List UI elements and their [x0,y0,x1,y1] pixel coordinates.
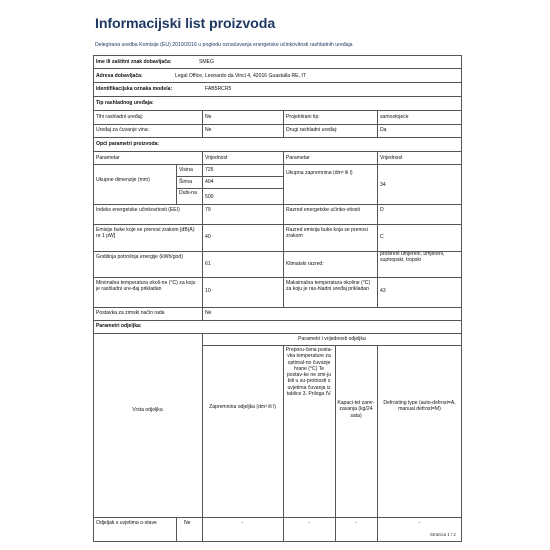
supplier-name-value: SMEG [199,59,215,65]
compartment-params-heading: Parametri odjeljka: [96,323,142,329]
width-label: Širina [179,179,193,185]
compartment-volume-header: Zapremnina odjeljka (dm³ ili l) [209,404,276,410]
compartment-row-volume: - [241,520,244,526]
total-volume-value: 34 [380,182,386,188]
compartment-group-header: Parametri i vrijednosti odjeljka [298,336,366,342]
annual-energy-label: Godišnja potrošnja energije (kWh/god) [96,254,183,260]
min-temp-label: Minimalna temperatura okoli-ne (°C) za koju je rashladni ure-đaj prikladan [96,280,196,293]
compartment-row-present: Ne [184,520,191,526]
noise-class-value: C [380,234,384,240]
max-temp-value: 43 [380,288,386,294]
general-params-heading: Opći parametri proizvoda: [96,141,160,147]
defrost-type-header: Defrosting type (auto-defrost=A, manual defrost=M) [383,400,456,413]
total-volume-label: Ukupna zapremnina (dm³ ili l) [286,170,353,176]
energy-class-label: Razred energetske učinko-vitosti [286,207,360,213]
depth-label: Dubi-na [179,190,197,196]
design-type-value: samostojeće [380,114,409,120]
silent-appliance-label: Tihi rashladni uređaj: [96,114,144,120]
regulation-subtitle: Delegirana uredba Komisije (EU) 2019/2016 u pogledu označavanja energetske učinkovitosti rashladnih uređaja [95,42,353,48]
col-parameter-header: Parametar [96,155,120,161]
noise-class-label: Razred emisija buke koja se prenosi zrakom [286,227,368,240]
compartment-type-header: Vrsta odjeljka [132,407,163,413]
wine-storage-label: Uređaj za čuvanje vina: [96,127,149,133]
col-parameter-header-2: Parametar [286,155,310,161]
recommended-temp-header: Preporu-čena posta-vka temperature za optimal-no čuvanje hrane (°C) Te postav-ke ne smi-ju biti u su-protnosti s uvjetima čuvanja iz tablice 3. Priloga IV. [285,347,333,398]
compartment-row-freezing: - [355,520,357,526]
winter-setting-label: Postavka za zimski način rada [96,310,165,316]
annual-energy-value: 61 [205,261,211,267]
design-type-label: Projektirani tip: [286,114,320,120]
height-label: Visina [179,167,193,173]
model-id-value: FAB5RCR5 [205,86,232,92]
width-value: 404 [205,179,214,185]
other-appliance-label: Drugi rashladni uređaj: [286,127,338,133]
other-appliance-value: Da [380,127,387,133]
height-value: 725 [205,167,214,173]
noise-emission-label: Emisije buke koje se prenosi zrakom [dB(A) re 1 pW] [96,227,195,240]
energy-class-value: D [380,207,384,213]
noise-emission-value: 40 [205,234,211,240]
min-temp-value: 10 [205,288,211,294]
supplier-address-label: Adresa dobavljača: [96,73,143,79]
col-value-header-2: Vrijednost [380,155,403,161]
supplier-name-label: Ime ili zaštitni znak dobavljača: [96,59,172,65]
supplier-address-value: Legal Office, Leonardo da Vinci 4, 42016 Guastalla RE, IT [175,73,306,79]
compartment-row-setting: - [308,520,310,526]
document-title: Informacijski list proizvoda [95,16,276,32]
freezing-capacity-header: Kapaci-tet zamr-zavanja (kg/24 sata) [337,400,375,419]
max-temp-label: Maksimalna temperatura okoline (°C) za koju je ras-hladni uređaj prikladan [286,280,371,293]
appliance-type-heading: Tip rashladnog uređaja: [96,100,154,106]
compartment-row-defrost: - [418,520,421,526]
wine-storage-value: Ne [205,127,212,133]
climate-class-value: prošireni umjereni, umjereni, suptropski, tropski [380,251,445,264]
depth-value: 500 [205,194,214,200]
col-value-header: Vrijednost [205,155,228,161]
silent-appliance-value: Ne [205,114,212,120]
compartment-row-type: Odjeljak s uvjetima o-stave [96,520,157,526]
climate-class-label: Klimatski razred: [286,261,324,267]
overall-dimensions-label: Ukupne dimenzije (mm) [96,177,150,183]
model-id-label: Identifikacijska oznaka modela: [96,86,173,92]
winter-setting-value: Ne [205,310,212,316]
eei-label: Indeks energetske učinkovitosti (EEI) [96,207,180,213]
page-number: Stranica 1 / 2 [430,532,456,537]
eei-value: 79 [205,207,211,213]
